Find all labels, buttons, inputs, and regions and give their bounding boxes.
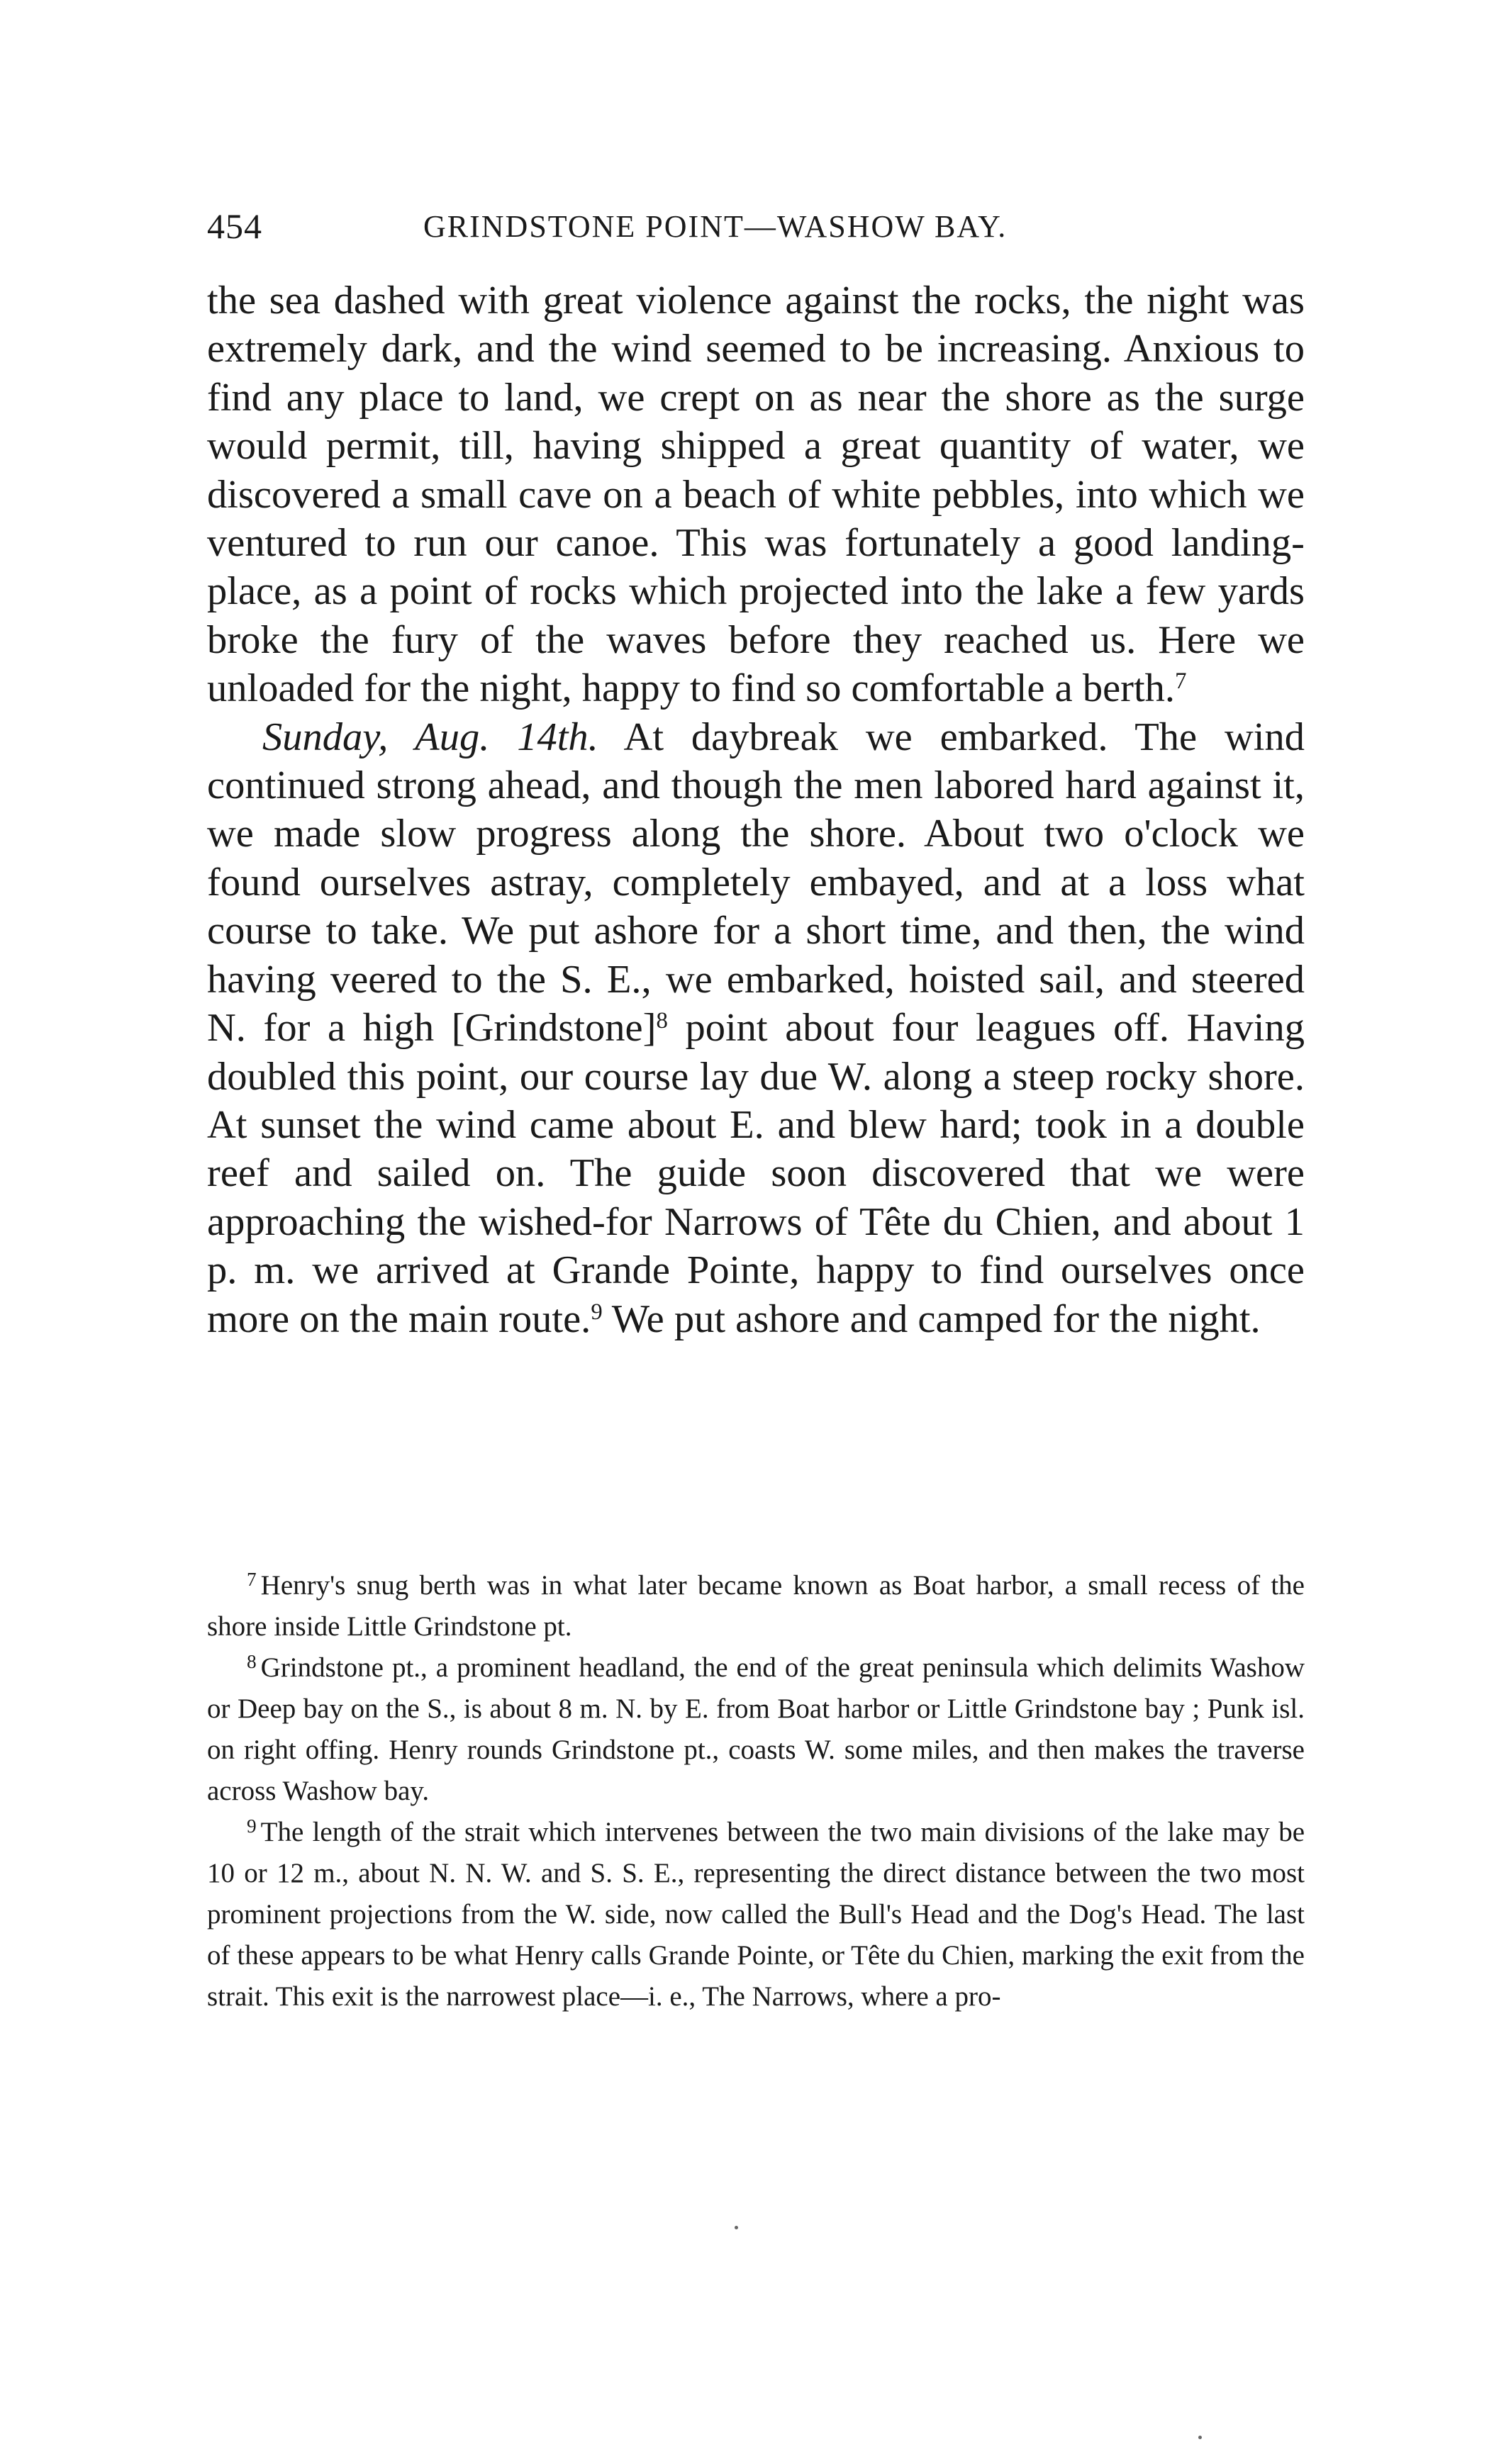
paper-speck — [735, 2226, 738, 2229]
footnote-number: 8 — [247, 1650, 257, 1672]
footnote-reference: 7 — [1175, 668, 1187, 695]
body-text — [207, 276, 1305, 1343]
footnote-reference: 8 — [656, 1008, 668, 1034]
footnote-text: Henry's snug berth was in what later became known as Boat harbor, a small recess of the shore inside Little Grindstone pt. — [207, 1570, 1305, 1642]
footnote-text: The length of the strait which intervenes between the two main divisions of the lake may be 10 or 12 m., about N. N. W. and S. S. E., representing the direct distance between the two most prominent projections from the W. side, now called the Bull's Head and the Dog's Head. The last of these appears to be what Henry calls Grande Pointe, or Tête du Chien, marking the exit from the strait. This exit is the narrowest place—i. e., The Narrows, where a pro- — [207, 1817, 1305, 2012]
footnote — [207, 1647, 1305, 1812]
paragraph-text: the sea dashed with great violence against the rocks, the night was extremely dark, and the wind seemed to be increasing. Anxious to find any place to land, we crept on as near the shore as the surge would permit, till, having shipped a great quantity of water, we discovered a small cave on a beach of white pebbles, into which we ventured to run our canoe. This was fortunately a good landing-place, as a point of rocks which projected into the lake a few yards broke the fury of the waves before they reached us. Here we unloaded for the night, happy to find so comfortable a berth. — [207, 279, 1305, 711]
page-number: 454 — [207, 206, 262, 246]
journal-date: Sunday, Aug. 14th. — [262, 715, 598, 759]
paragraph-text: We put ashore and camped for the night. — [602, 1297, 1261, 1341]
footnote-text: Grindstone pt., a prominent headland, the end of the great peninsula which delimits Washow or Deep bay on the S., is about 8 m. N. by E. from Boat harbor or Little Grindstone bay ; Punk isl. on right offing. Henry rounds Grindstone pt., coasts W. some miles, and then makes the traverse across Washow bay. — [207, 1652, 1305, 1806]
footnote — [207, 1812, 1305, 2017]
footnotes — [207, 1565, 1305, 2017]
paragraph-text: At daybreak we embarked. The wind continued strong ahead, and though the men labored hard against it, we made slow progress along the shore. About two o'clock we found ourselves astray, completely embayed, and at a loss what course to take. We put ashore for a short time, and then, the wind having veered to the S. E., we embarked, hoisted sail, and steered N. for a high [Grindstone] — [207, 715, 1305, 1051]
body-paragraph — [207, 713, 1305, 1343]
paper-speck — [1198, 2436, 1202, 2439]
footnote-number: 9 — [247, 1815, 257, 1837]
footnote — [207, 1565, 1305, 1647]
paragraph-text: point about four leagues off. Having doubled this point, our course lay due W. along a steep rocky shore. At sunset the wind came about E. and blew hard; took in a double reef and sailed on. The guide soon discovered that we were approaching the wished-for Narrows of Tête du Chien, and about 1 p. m. we arrived at Grande Pointe, happy to find ourselves once more on the main route. — [207, 1006, 1305, 1341]
footnote-reference: 9 — [591, 1299, 603, 1325]
body-paragraph — [207, 276, 1305, 713]
footnote-number: 7 — [247, 1568, 257, 1590]
page-header — [207, 206, 1299, 248]
running-head: GRINDSTONE POINT—WASHOW BAY. — [423, 209, 1008, 244]
